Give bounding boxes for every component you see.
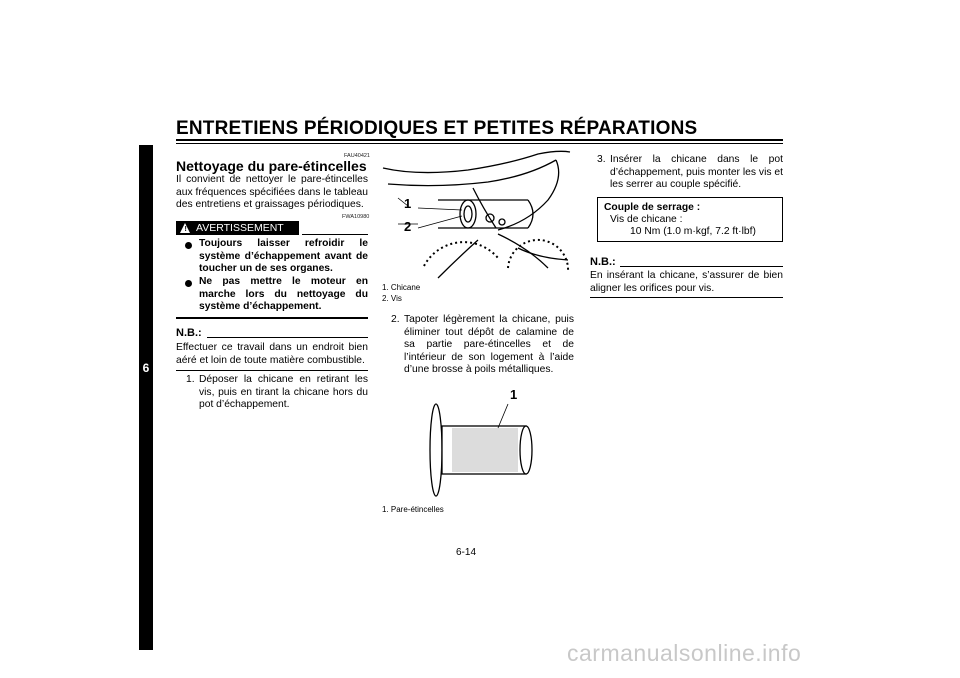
nb-rule [620, 266, 783, 267]
nb-text: En insérant la chicane, s’assurer de bien aligner les orifices pour vis. [590, 270, 783, 294]
nb-rule [207, 337, 368, 338]
figure-caption: 2. Vis [382, 294, 402, 303]
callout-label: 2 [404, 219, 412, 234]
figure-caption: 1. Pare-étincelles [382, 505, 444, 514]
torque-spec-box [597, 197, 783, 242]
step-text: Insérer la chicane dans le pot d’échappement, puis monter les vis et les serrer au couple spécifié. [610, 154, 783, 190]
muffler-illustration [378, 148, 578, 282]
callout-label: 1 [404, 196, 412, 211]
spec-title: Couple de serrage : [604, 202, 701, 213]
nb-text: Effectuer ce travail dans un endroit bien aéré et loin de toute matière combustible. [176, 342, 368, 366]
callout-label: 1 [510, 387, 518, 402]
warning-item: Toujours laisser refroidir le système d’échappement avant de toucher un de ses organes. [199, 238, 368, 275]
warning-item: Ne pas mettre le moteur en marche lors du nettoyage du système d’échappement. [199, 276, 368, 313]
warning-code: FWA10980 [342, 214, 370, 220]
spec-item: Vis de chicane : [610, 214, 683, 225]
nb-label: N.B.: [590, 256, 616, 268]
step-text: Déposer la chicane en retirant les vis, puis en tirant la chicane hors du pot d’échappement. [199, 374, 368, 410]
bullet-icon [185, 242, 192, 249]
page-title: ENTRETIENS PÉRIODIQUES ET PETITES RÉPARATIONS [176, 118, 698, 139]
step-number: 3. [597, 154, 606, 165]
chapter-number: 6 [142, 361, 150, 375]
section-code: FAU40421 [344, 153, 370, 159]
step-number: 1. [186, 374, 195, 385]
section-heading: Nettoyage du pare-étincelles [176, 158, 367, 174]
spec-value: 10 Nm (1.0 m·kgf, 7.2 ft·lbf) [630, 226, 756, 237]
nb-end-rule [176, 370, 368, 371]
warning-label: AVERTISSEMENT [196, 222, 284, 234]
warning-banner [176, 221, 299, 235]
intro-paragraph: Il convient de nettoyer le pare-étincelles aux fréquences spécifiées dans le tableau des entretiens et graissages périodiques. [176, 174, 368, 210]
figure-caption: 1. Chicane [382, 283, 421, 292]
bullet-icon [185, 280, 192, 287]
step-number: 2. [391, 314, 400, 325]
warning-end-rule [176, 317, 368, 319]
spark-arrester-illustration [420, 396, 540, 500]
step-text: Tapoter légèrement la chicane, puis éliminer tout dépôt de calamine de sa partie pare-étincelles et de l’intérieur de son logement à l’aide d’une brosse à poils métalliques. [404, 314, 574, 375]
exclamation-icon: ! [184, 225, 187, 233]
nb-label: N.B.: [176, 327, 202, 339]
title-rule [176, 139, 783, 141]
nb-end-rule [590, 297, 783, 298]
page-number: 6-14 [456, 547, 477, 558]
watermark: carmanualsonline.info [567, 640, 802, 666]
warning-rule [302, 234, 368, 235]
chapter-tab [139, 145, 153, 650]
title-rule-thin [176, 143, 783, 144]
